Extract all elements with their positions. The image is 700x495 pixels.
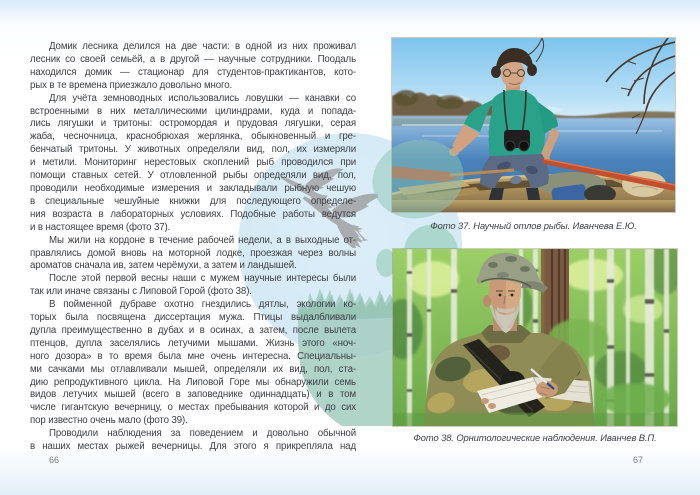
- text-line: и в настоящее время (фото 37).: [30, 221, 171, 233]
- photo-38-scene: [393, 249, 677, 426]
- text-line: ароматов сначала ив, затем черёмухи, а затем и ландышей.: [30, 260, 297, 272]
- text-line: помощи ставных сетей. У отловленной рыбы определяли вид, пол,: [30, 170, 356, 182]
- text-line: рых в те времена приезжало довольно много.: [30, 79, 233, 91]
- text-line: числе гигантскую вечерницу, о местах пребывания которой и до сих: [30, 402, 356, 414]
- photo-38-forest-ornithologist: [393, 249, 677, 426]
- text-line: правлялись домой вновь на моторной лодке, проезжая через волны: [30, 247, 356, 259]
- text-line: жаба, чесночница, краснобрюхая жерлянка, обыкновенный и гре-: [30, 131, 356, 143]
- text-line: ния возраста в лабораторных условиях. Подобные работы ведутся: [30, 208, 356, 220]
- paragraph: [30, 428, 356, 454]
- text-line: Проводили наблюдения за поведением и довольно обычной: [49, 428, 356, 440]
- text-line: Домик лесника делился на две части: в одной из них проживал: [49, 41, 356, 52]
- text-line: видов летучих мышей (всего в заповеднике одиннадцать) и в том: [30, 389, 356, 401]
- foreground-grass: [393, 413, 677, 426]
- text-line: в наших местах рыжей вечерницы. Для этого я прикрепляла над: [30, 441, 356, 453]
- photo-38-caption: Фото 38. Орнитологические наблюдения. Иванчев В.П.: [413, 432, 657, 443]
- text-line: встроенными в них металлическими цилиндрами, куда и попада-: [30, 105, 356, 117]
- text-line: в специальные чешуйные книжки для последующего определе-: [30, 195, 356, 207]
- paragraph: [30, 41, 356, 93]
- text-line: лись лягушки и тритоны: остромордая и прудовая лягушки, серая: [30, 118, 356, 130]
- text-line: Для учёта земноводных использовались ловушки — канавки со: [49, 92, 356, 104]
- text-line: так или иначе связаны с Липовой Горой (фото 38).: [30, 286, 252, 298]
- text-line: После этой первой весны наши с мужем научные интересы были: [49, 273, 356, 285]
- text-line: и метили. Мониторинг нерестовых скоплений рыб проводился при: [30, 157, 356, 169]
- text-line: лесник со своей семьёй, а в другой — научные сотрудники. Поодаль: [30, 53, 356, 65]
- text-line: бенчатый тритоны. У животных определяли вид, пол, их измеряли: [30, 144, 356, 156]
- text-line: Мы жили на кордоне в течение рабочей недели, а в выходные от-: [49, 234, 356, 246]
- paragraph: [30, 299, 356, 428]
- text-line: дию репродуктивного цикла. На Липовой Горе мы обнаружили семь: [30, 376, 356, 388]
- text-line: В пойменной дубраве охотно гнездились дятлы, экологии ко-: [49, 299, 356, 311]
- body-text: [30, 41, 356, 454]
- text-line: проводили необходимые измерения и закладывали рыбную чешую: [30, 182, 356, 194]
- paragraph: [30, 273, 356, 299]
- page-number-left: 66: [48, 455, 59, 465]
- text-line: ного дозора» в то время была мне очень интересна. Специальны-: [30, 350, 356, 362]
- paragraph: [30, 235, 356, 274]
- photo-37-caption: Фото 37. Научный отлов рыбы. Иванчева Е.Ю.: [430, 220, 637, 231]
- text-line: птенцов, дупла заселялись летучими мышами. Жизнь этого «ноч-: [30, 337, 356, 349]
- paragraph: [30, 93, 356, 235]
- text-line: ми сачками мы отлавливали мышей, определяли их вид, пол, ста-: [30, 363, 356, 375]
- text-line: пор известно очень мало (фото 39).: [30, 415, 188, 427]
- text-line: торых была посвящена диссертация мужа. Птицы выдалбливали: [30, 312, 356, 324]
- page-number-right: 67: [632, 455, 643, 465]
- text-line: находился домик — стационар для студентов-практикантов, кото-: [30, 66, 356, 78]
- text-line: дупла преимущественно в дубах и в осинах, а затем, после вылета: [30, 324, 356, 336]
